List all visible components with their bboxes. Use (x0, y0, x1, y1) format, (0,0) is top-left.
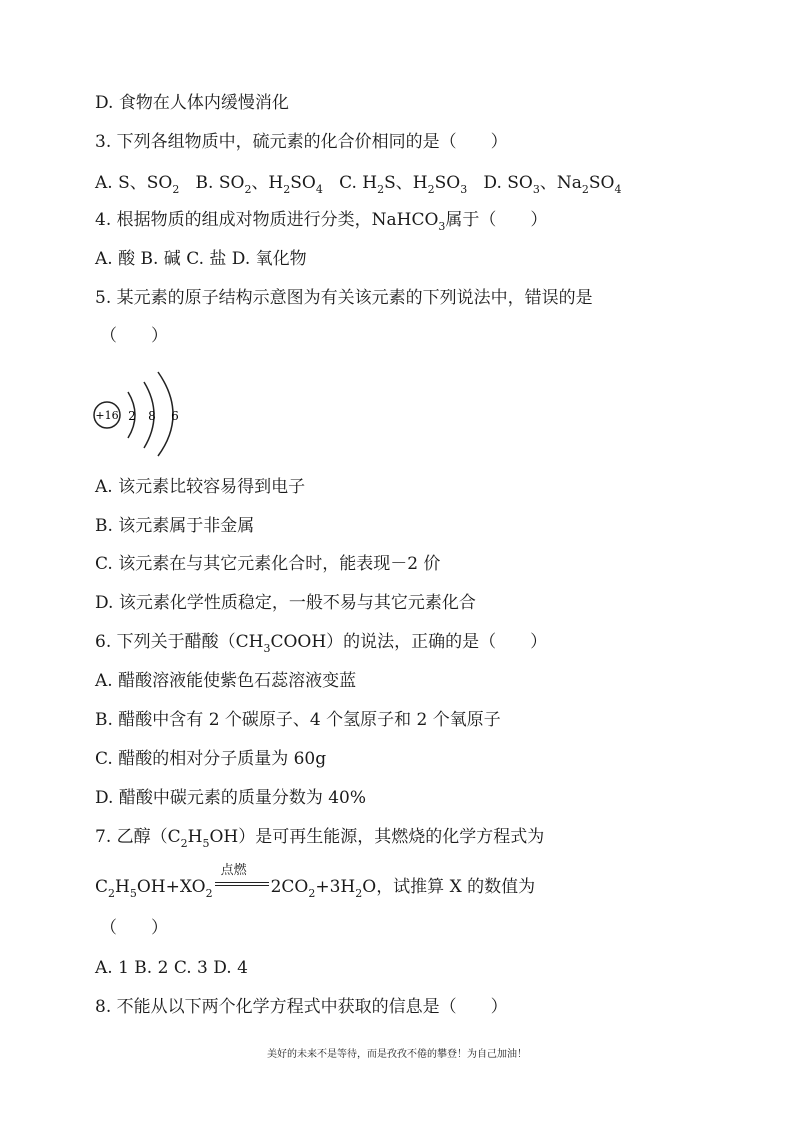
q6-option-c: C. 醋酸的相对分子质量为 60g (95, 749, 327, 769)
shell-2-count: 8 (148, 409, 156, 423)
shell-3-count: 6 (171, 409, 179, 423)
q5-option-d: D. 该元素化学性质稳定，一般不易与其它元素化合 (95, 593, 476, 613)
q5-option-a: A. 该元素比较容易得到电子 (95, 477, 306, 497)
reaction-condition: 点燃 (220, 863, 247, 878)
q2-option-d: D. 食物在人体内缓慢消化 (95, 93, 289, 113)
q6-option-b: B. 醋酸中含有 2 个碳原子、4 个氢原子和 2 个氧原子 (95, 710, 501, 730)
q5-paren: （ ） (100, 326, 168, 346)
question-8: 8. 不能从以下两个化学方程式中获取的信息是（ ） (95, 997, 508, 1017)
q7-equation: $C_2H_5OH+XO_2$ 点燃 $2CO_2+3H_2O$，试推算 X 的数值为 (95, 872, 535, 900)
q5-option-c: C. 该元素在与其它元素化合时，能表现－2 价 (95, 554, 441, 574)
q7-paren: （ ） (100, 918, 168, 938)
question-6: 6. 下列关于醋酸$(CH_3COOH)$的说法，正确的是（ ） (95, 632, 548, 655)
page-footer: 美好的未来不是等待，而是孜孜不倦的攀登！为自己加油！ (267, 1049, 527, 1060)
q3-options: A. S、$SO_2$ B. $SO_2$、$H_2SO_4$ C. $H_2S$、$H_2SO_3$ D. $SO_3$、$Na_2SO_4$ (95, 173, 622, 196)
q4-options: A. 酸 B. 碱 C. 盐 D. 氧化物 (95, 249, 307, 269)
shell-1-count: 2 (128, 409, 136, 423)
q7-options: A. 1 B. 2 C. 3 D. 4 (95, 958, 248, 978)
question-3: 3. 下列各组物质中，硫元素的化合价相同的是（ ） (95, 132, 508, 152)
nucleus-label: +16 (95, 409, 119, 422)
q6-option-a: A. 醋酸溶液能使紫色石蕊溶液变蓝 (95, 671, 357, 691)
q5-option-b: B. 该元素属于非金属 (95, 516, 255, 536)
q6-option-d: D. 醋酸中碳元素的质量分数为 40% (95, 788, 367, 808)
question-5: 5. 某元素的原子结构示意图为有关该元素的下列说法中，错误的是 (95, 288, 593, 308)
reaction-arrow (213, 863, 271, 892)
question-4: 4. 根据物质的组成对物质进行分类，NaHCO$_3$属于（ ） (95, 210, 548, 233)
question-7: 7. 乙醇$(C_2H_5OH)$是可再生能源，其燃烧的化学方程式为 (95, 827, 545, 850)
atom-structure-diagram (92, 368, 192, 458)
